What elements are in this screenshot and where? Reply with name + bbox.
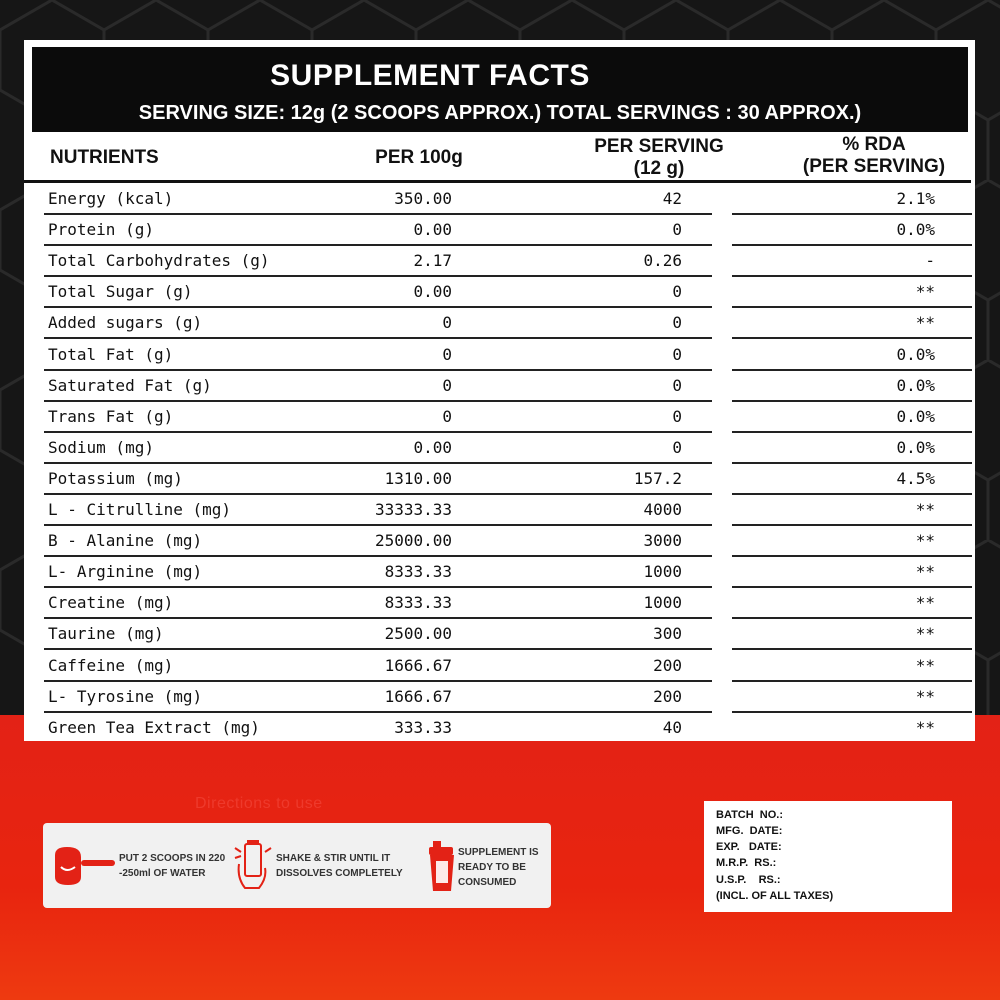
per-serving-value: 0 bbox=[672, 375, 682, 395]
table-row bbox=[24, 463, 975, 494]
nutrient-name: Total Carbohydrates (g) bbox=[48, 251, 270, 271]
table-row bbox=[24, 245, 975, 276]
table-row bbox=[24, 712, 975, 743]
table-row bbox=[24, 307, 975, 338]
per-serving-value: 200 bbox=[653, 686, 682, 706]
per-100g-value: 8333.33 bbox=[384, 593, 452, 613]
nutrient-name: Added sugars (g) bbox=[48, 313, 203, 333]
rda-value: 0.0% bbox=[896, 375, 935, 395]
rda-value: ** bbox=[915, 500, 935, 519]
table-row bbox=[24, 183, 975, 214]
per-100g-value: 25000.00 bbox=[374, 531, 452, 551]
rda-value: - bbox=[925, 251, 935, 271]
page-title: SUPPLEMENT FACTS bbox=[270, 59, 590, 92]
usp-label: U.S.P. RS.: bbox=[716, 874, 781, 886]
column-header-per-100g: PER 100g bbox=[375, 147, 463, 168]
rda-value: ** bbox=[915, 717, 935, 737]
column-header-rda bbox=[799, 134, 949, 178]
table-row bbox=[24, 401, 975, 432]
table-row bbox=[24, 618, 975, 649]
per-100g-value: 0.00 bbox=[413, 282, 452, 302]
per-serving-value: 0 bbox=[672, 406, 682, 426]
per-serving-label: PER SERVING bbox=[594, 136, 724, 157]
per-serving-value: 300 bbox=[653, 624, 682, 644]
nutrient-name: Sodium (mg) bbox=[48, 437, 154, 457]
nutrient-name: L- Arginine (mg) bbox=[48, 562, 203, 582]
per-serving-value: 0 bbox=[672, 282, 682, 302]
step-2-text: SHAKE & STIR UNTIL IT DISSOLVES COMPLETELY bbox=[276, 853, 403, 879]
nutrient-name: B - Alanine (mg) bbox=[48, 531, 203, 551]
table-row bbox=[24, 494, 975, 525]
per-100g-value: 2500.00 bbox=[384, 624, 452, 644]
per-100g-value: 350.00 bbox=[394, 189, 452, 208]
per-100g-value: 0 bbox=[442, 313, 452, 333]
per-serving-value: 1000 bbox=[643, 593, 682, 613]
serving-size-line: SERVING SIZE: 12g (2 SCOOPS APPROX.) TOTAL SERVINGS : 30 APPROX.) bbox=[138, 102, 862, 124]
batch-info-box bbox=[704, 801, 952, 912]
column-header-per-serving bbox=[584, 136, 734, 180]
per-100g-value: 1666.67 bbox=[384, 655, 452, 675]
nutrient-name: Taurine (mg) bbox=[48, 624, 164, 644]
per-100g-value: 0 bbox=[442, 344, 452, 364]
mfg-date-label: MFG. DATE: bbox=[716, 825, 783, 837]
facts-header bbox=[32, 47, 968, 132]
rda-value: 2.1% bbox=[896, 189, 935, 208]
per-serving-value: 1000 bbox=[643, 562, 682, 582]
per-serving-value: 0 bbox=[672, 220, 682, 240]
per-serving-value: 40 bbox=[662, 717, 682, 737]
nutrient-name: Saturated Fat (g) bbox=[48, 375, 212, 395]
per-100g-value: 1310.00 bbox=[384, 468, 452, 488]
rda-value: 0.0% bbox=[896, 406, 935, 426]
nutrient-name: L- Tyrosine (mg) bbox=[48, 686, 203, 706]
step-1-text: PUT 2 SCOOPS IN 220 -250ml OF WATER bbox=[119, 853, 226, 879]
table-row bbox=[24, 556, 975, 587]
per-serving-value: 200 bbox=[653, 655, 682, 675]
rda-value: 0.0% bbox=[896, 344, 935, 364]
supplement-facts-panel bbox=[24, 40, 975, 741]
directions-steps bbox=[43, 823, 551, 908]
rda-value: 0.0% bbox=[896, 437, 935, 457]
per-serving-value: 3000 bbox=[643, 531, 682, 551]
scoop-icon bbox=[51, 843, 117, 889]
per-100g-value: 0 bbox=[442, 406, 452, 426]
rda-value: ** bbox=[915, 686, 935, 706]
column-header-nutrients: NUTRIENTS bbox=[50, 147, 159, 168]
rda-per-serving: (PER SERVING) bbox=[802, 156, 946, 177]
per-100g-value: 0.00 bbox=[413, 220, 452, 240]
nutrient-name: Caffeine (mg) bbox=[48, 655, 174, 675]
per-serving-value: 42 bbox=[662, 189, 682, 208]
per-100g-value: 333.33 bbox=[394, 717, 452, 737]
rda-label: % RDA bbox=[842, 134, 906, 155]
nutrient-name: Potassium (mg) bbox=[48, 468, 183, 488]
rda-value: 4.5% bbox=[896, 468, 935, 488]
per-serving-value: 4000 bbox=[643, 500, 682, 519]
per-100g-value: 8333.33 bbox=[384, 562, 452, 582]
nutrient-name: Total Fat (g) bbox=[48, 344, 174, 364]
rda-value: 0.0% bbox=[896, 220, 935, 240]
rda-value: ** bbox=[915, 655, 935, 675]
per-100g-value: 0.00 bbox=[413, 437, 452, 457]
step-3-text: SUPPLEMENT IS READY TO BE CONSUMED bbox=[458, 847, 539, 888]
per-100g-value: 2.17 bbox=[413, 251, 452, 271]
batch-number-label: BATCH NO.: bbox=[716, 809, 784, 821]
per-serving-value: 0 bbox=[672, 313, 682, 333]
table-row bbox=[24, 681, 975, 712]
rda-value: ** bbox=[915, 562, 935, 582]
rda-value: ** bbox=[915, 624, 935, 644]
table-row bbox=[24, 650, 975, 681]
rda-value: ** bbox=[915, 531, 935, 551]
per-serving-size: (12 g) bbox=[633, 158, 685, 179]
nutrient-name: Green Tea Extract (mg) bbox=[48, 717, 260, 737]
table-row bbox=[24, 587, 975, 618]
per-serving-value: 0.26 bbox=[643, 251, 682, 271]
per-100g-value: 33333.33 bbox=[374, 500, 452, 519]
nutrient-name: Creatine (mg) bbox=[48, 593, 174, 613]
table-row bbox=[24, 214, 975, 245]
table-row bbox=[24, 370, 975, 401]
rda-value: ** bbox=[915, 313, 935, 333]
rda-value: ** bbox=[915, 282, 935, 302]
nutrient-name: Protein (g) bbox=[48, 220, 154, 240]
nutrient-name: Trans Fat (g) bbox=[48, 406, 174, 426]
exp-date-label: EXP. DATE: bbox=[716, 841, 782, 853]
taxes-note: (INCL. OF ALL TAXES) bbox=[716, 890, 834, 902]
nutrient-name: Total Sugar (g) bbox=[48, 282, 193, 302]
nutrient-name: L - Citrulline (mg) bbox=[48, 500, 232, 519]
mrp-label: M.R.P. RS.: bbox=[716, 857, 777, 869]
per-100g-value: 1666.67 bbox=[384, 686, 452, 706]
table-row bbox=[24, 525, 975, 556]
shaker-bottle-icon bbox=[425, 839, 459, 893]
table-row bbox=[24, 339, 975, 370]
directions-heading: Directions to use bbox=[195, 795, 323, 812]
per-serving-value: 157.2 bbox=[633, 468, 682, 488]
table-row bbox=[24, 276, 975, 307]
per-serving-value: 0 bbox=[672, 344, 682, 364]
nutrient-name: Energy (kcal) bbox=[48, 189, 174, 208]
rda-value: ** bbox=[915, 593, 935, 613]
shake-hand-icon bbox=[233, 838, 273, 894]
table-row bbox=[24, 432, 975, 463]
per-serving-value: 0 bbox=[672, 437, 682, 457]
per-100g-value: 0 bbox=[442, 375, 452, 395]
